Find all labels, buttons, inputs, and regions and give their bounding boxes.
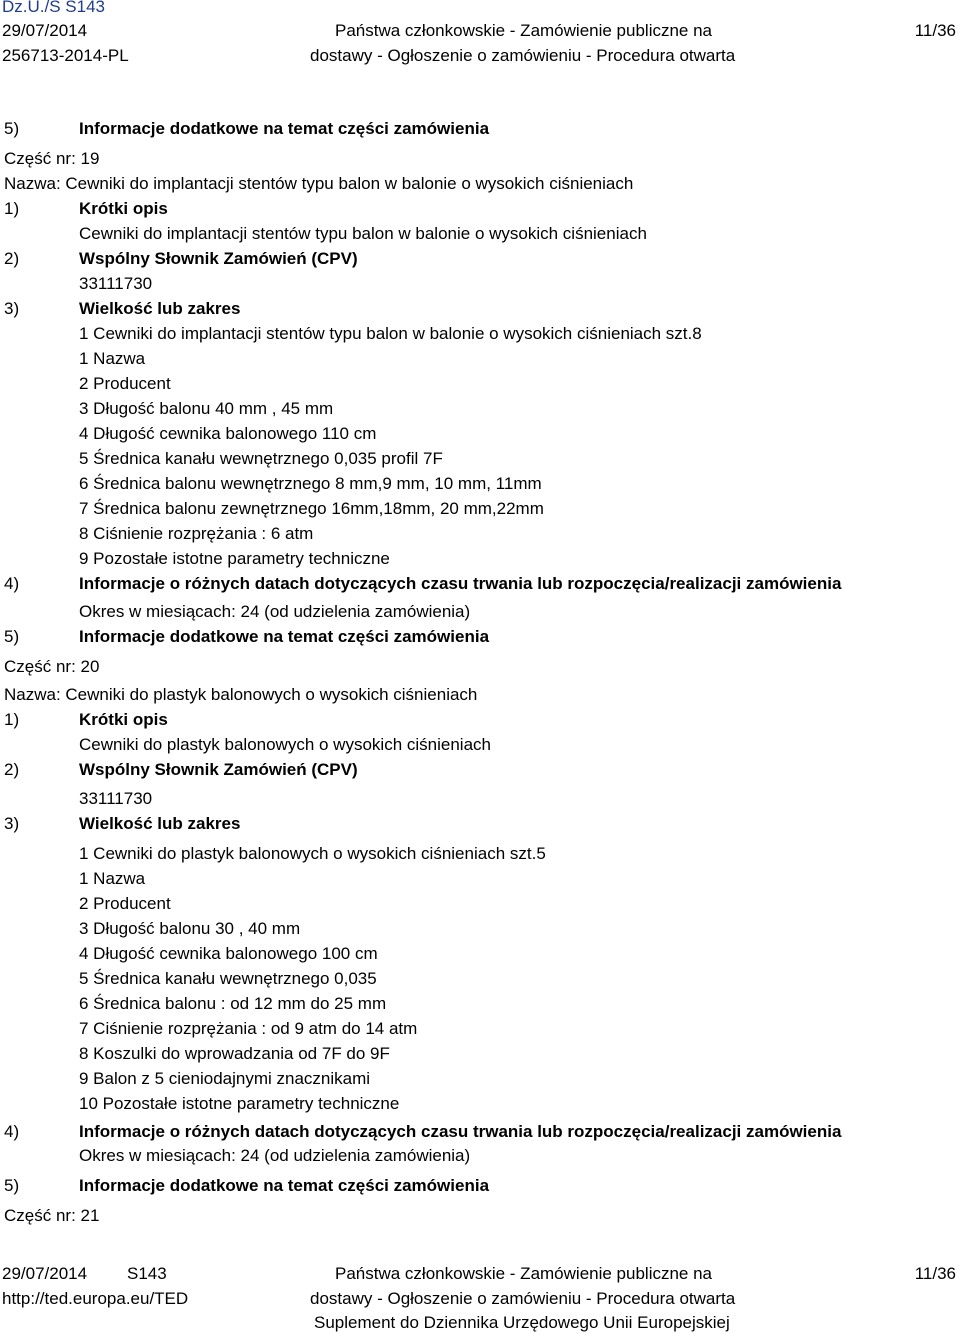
- header-date: 29/07/2014: [2, 21, 88, 40]
- section-number: 5): [4, 627, 20, 646]
- document-line: [0, 1017, 960, 1042]
- section-number: 2): [4, 249, 20, 268]
- document-line: [0, 942, 960, 967]
- document-line: [0, 708, 960, 733]
- header-title-line1: Państwa członkowskie - Zamówienie publiczne na: [335, 21, 713, 40]
- section-text: 3 Długość balonu 30 , 40 mm: [79, 919, 301, 938]
- document-line: [0, 147, 960, 172]
- part-info: Nazwa: Cewniki do plastyk balonowych o wysokich ciśnieniach: [4, 685, 478, 704]
- header-page-number: 11/36: [914, 21, 956, 40]
- section-text: 1 Cewniki do plastyk balonowych o wysokich ciśnieniach szt.5: [79, 844, 546, 863]
- document-line: [0, 600, 960, 625]
- section-text: 5 Średnica kanału wewnętrznego 0,035 profil 7F: [79, 449, 443, 468]
- section-number: 1): [4, 199, 20, 218]
- page-footer: [0, 1259, 960, 1334]
- section-number: 5): [4, 1176, 20, 1195]
- section-heading: Informacje dodatkowe na temat części zamówienia: [79, 627, 490, 646]
- section-heading: Informacje o różnych datach dotyczących czasu trwania lub rozpoczęcia/realizacji zamówienia: [79, 574, 842, 593]
- part-info: Część nr: 21: [4, 1206, 100, 1225]
- document-line: [0, 683, 960, 708]
- section-text: 33111730: [79, 789, 153, 808]
- part-info: Część nr: 19: [4, 149, 100, 168]
- document-line: [0, 447, 960, 472]
- document-line: [0, 967, 960, 992]
- section-heading: Krótki opis: [79, 710, 168, 729]
- journal-ref: Dz.U./S S143: [2, 0, 105, 16]
- section-heading: Wielkość lub zakres: [79, 299, 241, 318]
- section-heading: Informacje dodatkowe na temat części zamówienia: [79, 119, 490, 138]
- page-header: [0, 0, 960, 75]
- part-info: Nazwa: Cewniki do implantacji stentów typu balon w balonie o wysokich ciśnieniach: [4, 174, 634, 193]
- document-line: [0, 497, 960, 522]
- document-line: [0, 1067, 960, 1092]
- document-line: [0, 547, 960, 572]
- document-line: [0, 758, 960, 783]
- document-line: [0, 1092, 960, 1117]
- section-text: Cewniki do implantacji stentów typu balon w balonie o wysokich ciśnieniach: [79, 224, 647, 243]
- section-number: 2): [4, 760, 20, 779]
- section-text: 33111730: [79, 274, 153, 293]
- section-text: 8 Ciśnienie rozprężania : 6 atm: [79, 524, 314, 543]
- document-line: [0, 322, 960, 347]
- section-text: 7 Ciśnienie rozprężania : od 9 atm do 14 atm: [79, 1019, 418, 1038]
- section-text: 6 Średnica balonu wewnętrznego 8 mm,9 mm, 10 mm, 11mm: [79, 474, 542, 493]
- document-line: [0, 655, 960, 680]
- section-number: 5): [4, 119, 20, 138]
- part-info: Część nr: 20: [4, 657, 100, 676]
- footer-date: 29/07/2014: [2, 1264, 88, 1283]
- section-text: 1 Nazwa: [79, 869, 146, 888]
- document-line: [0, 842, 960, 867]
- document-line: [0, 812, 960, 837]
- document-line: [0, 1120, 960, 1145]
- document-line: [0, 892, 960, 917]
- section-heading: Wielkość lub zakres: [79, 814, 241, 833]
- header-title-line2: dostawy - Ogłoszenie o zamówieniu - Procedura otwarta: [310, 46, 736, 65]
- doc-number: 256713-2014-PL: [2, 46, 129, 65]
- document-line: [0, 733, 960, 758]
- section-text: 2 Producent: [79, 374, 171, 393]
- document-line: [0, 297, 960, 322]
- footer-title-line1: Państwa członkowskie - Zamówienie publiczne na: [335, 1264, 713, 1283]
- section-text: 6 Średnica balonu : od 12 mm do 25 mm: [79, 994, 387, 1013]
- document-line: [0, 992, 960, 1017]
- section-text: 10 Pozostałe istotne parametry techniczne: [79, 1094, 400, 1113]
- section-text: Cewniki do plastyk balonowych o wysokich ciśnieniach: [79, 735, 491, 754]
- section-text: 5 Średnica kanału wewnętrznego 0,035: [79, 969, 377, 988]
- document-line: [0, 222, 960, 247]
- section-text: 4 Długość cewnika balonowego 100 cm: [79, 944, 378, 963]
- section-text: 9 Balon z 5 cieniodajnymi znacznikami: [79, 1069, 371, 1088]
- document-line: [0, 1174, 960, 1199]
- document-line: [0, 867, 960, 892]
- section-number: 1): [4, 710, 20, 729]
- document-line: [0, 522, 960, 547]
- section-heading: Wspólny Słownik Zamówień (CPV): [79, 249, 358, 268]
- document-line: [0, 1042, 960, 1067]
- section-heading: Informacje o różnych datach dotyczących czasu trwania lub rozpoczęcia/realizacji zamówienia: [79, 1122, 842, 1141]
- document-line: [0, 1144, 960, 1169]
- document-line: [0, 172, 960, 197]
- section-number: 3): [4, 814, 20, 833]
- section-text: Okres w miesiącach: 24 (od udzielenia zamówienia): [79, 602, 471, 621]
- document-line: [0, 347, 960, 372]
- document-line: [0, 422, 960, 447]
- section-text: 4 Długość cewnika balonowego 110 cm: [79, 424, 377, 443]
- section-heading: Wspólny Słownik Zamówień (CPV): [79, 760, 358, 779]
- section-text: 2 Producent: [79, 894, 171, 913]
- section-text: Okres w miesiącach: 24 (od udzielenia zamówienia): [79, 1146, 471, 1165]
- footer-series: S143: [127, 1264, 167, 1283]
- document-line: [0, 272, 960, 297]
- section-number: 4): [4, 1122, 20, 1141]
- section-text: 3 Długość balonu 40 mm , 45 mm: [79, 399, 334, 418]
- section-heading: Informacje dodatkowe na temat części zamówienia: [79, 1176, 490, 1195]
- document-line: [0, 787, 960, 812]
- document-line: [0, 197, 960, 222]
- document-line: [0, 372, 960, 397]
- footer-url: http://ted.europa.eu/TED: [2, 1289, 189, 1308]
- document-line: [0, 247, 960, 272]
- footer-page-number: 11/36: [914, 1264, 956, 1283]
- section-text: 9 Pozostałe istotne parametry techniczne: [79, 549, 390, 568]
- document-line: [0, 625, 960, 650]
- section-text: 7 Średnica balonu zewnętrznego 16mm,18mm, 20 mm,22mm: [79, 499, 544, 518]
- document-line: [0, 917, 960, 942]
- section-heading: Krótki opis: [79, 199, 168, 218]
- section-number: 3): [4, 299, 20, 318]
- section-text: 1 Cewniki do implantacji stentów typu balon w balonie o wysokich ciśnieniach szt.8: [79, 324, 702, 343]
- document-line: [0, 472, 960, 497]
- document-line: [0, 1204, 960, 1229]
- footer-title-line3: Suplement do Dziennika Urzędowego Unii Europejskiej: [314, 1313, 730, 1332]
- section-text: 1 Nazwa: [79, 349, 146, 368]
- document-line: [0, 572, 960, 597]
- section-text: 8 Koszulki do wprowadzania od 7F do 9F: [79, 1044, 390, 1063]
- section-number: 4): [4, 574, 20, 593]
- footer-title-line2: dostawy - Ogłoszenie o zamówieniu - Procedura otwarta: [310, 1289, 736, 1308]
- document-line: [0, 117, 960, 142]
- document-line: [0, 397, 960, 422]
